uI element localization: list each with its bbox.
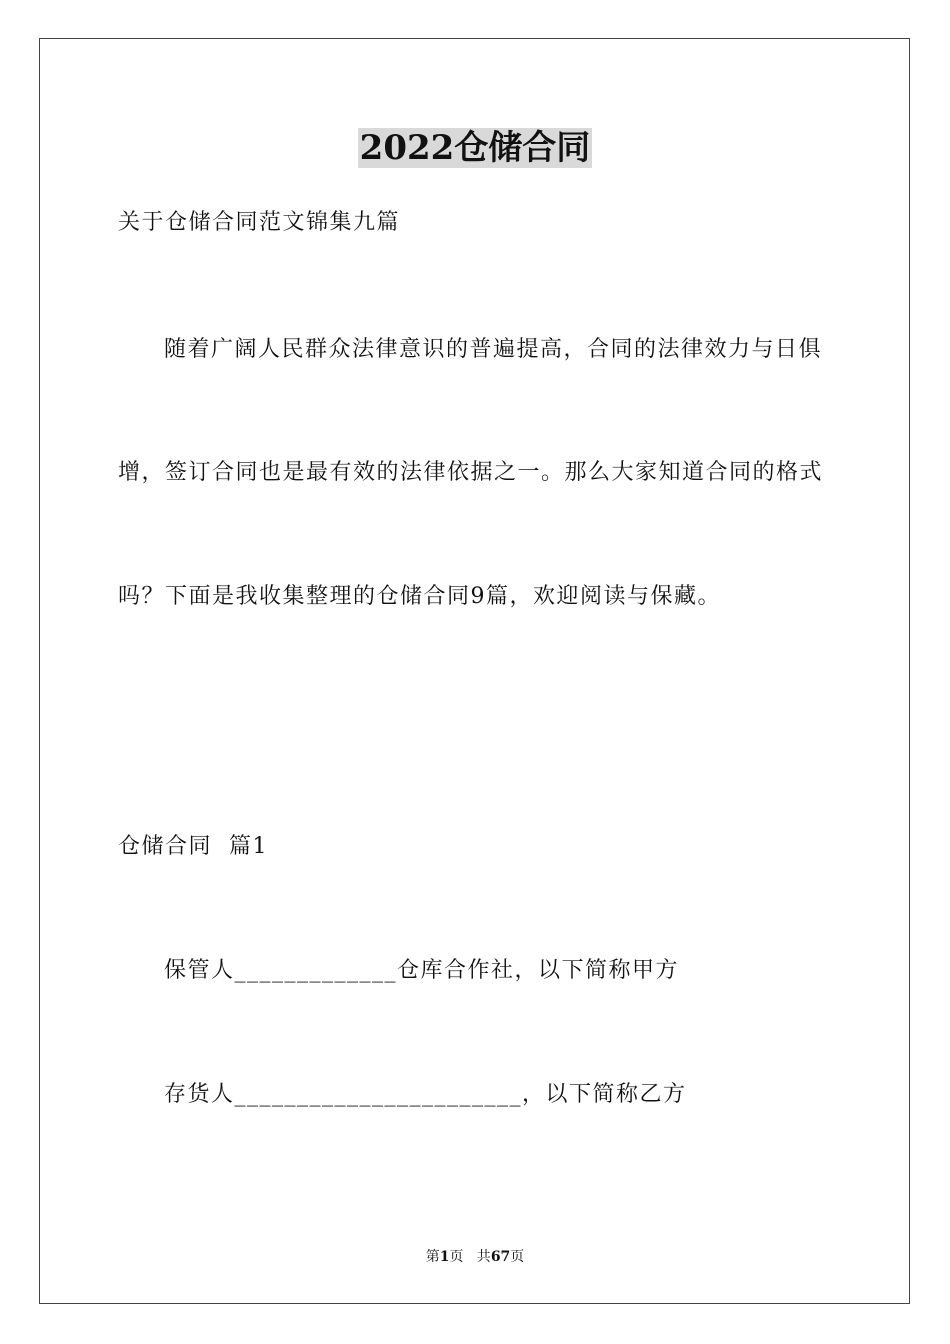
party-line-depositor: 存货人_______________________，以下简称乙方 bbox=[164, 1082, 687, 1107]
page-footer bbox=[0, 1247, 950, 1267]
intro-line-2: 增，签订合同也是最有效的法律依据之一。那么大家知道合同的格式 bbox=[118, 460, 824, 485]
intro-line-3: 吗？下面是我收集整理的仓储合同9篇，欢迎阅读与保藏。 bbox=[118, 584, 721, 609]
document-title-text: 2022仓储合同 bbox=[359, 128, 591, 168]
document-title bbox=[0, 126, 950, 170]
footer-page-total: 67 bbox=[490, 1249, 511, 1265]
section-heading: 仓储合同 篇1 bbox=[118, 834, 268, 859]
party-line-keeper: 保管人_____________仓库合作社，以下简称甲方 bbox=[164, 958, 680, 983]
footer-page-number: 1 bbox=[439, 1249, 450, 1265]
footer-page-mid: 页 共 bbox=[449, 1249, 491, 1265]
intro-line-1: 随着广阔人民群众法律意识的普遍提高，合同的法律效力与日俱 bbox=[164, 337, 823, 362]
document-subtitle: 关于仓储合同范文锦集九篇 bbox=[118, 210, 401, 235]
footer-page-prefix: 第 bbox=[425, 1249, 440, 1265]
footer-page-suffix: 页 bbox=[510, 1249, 525, 1265]
